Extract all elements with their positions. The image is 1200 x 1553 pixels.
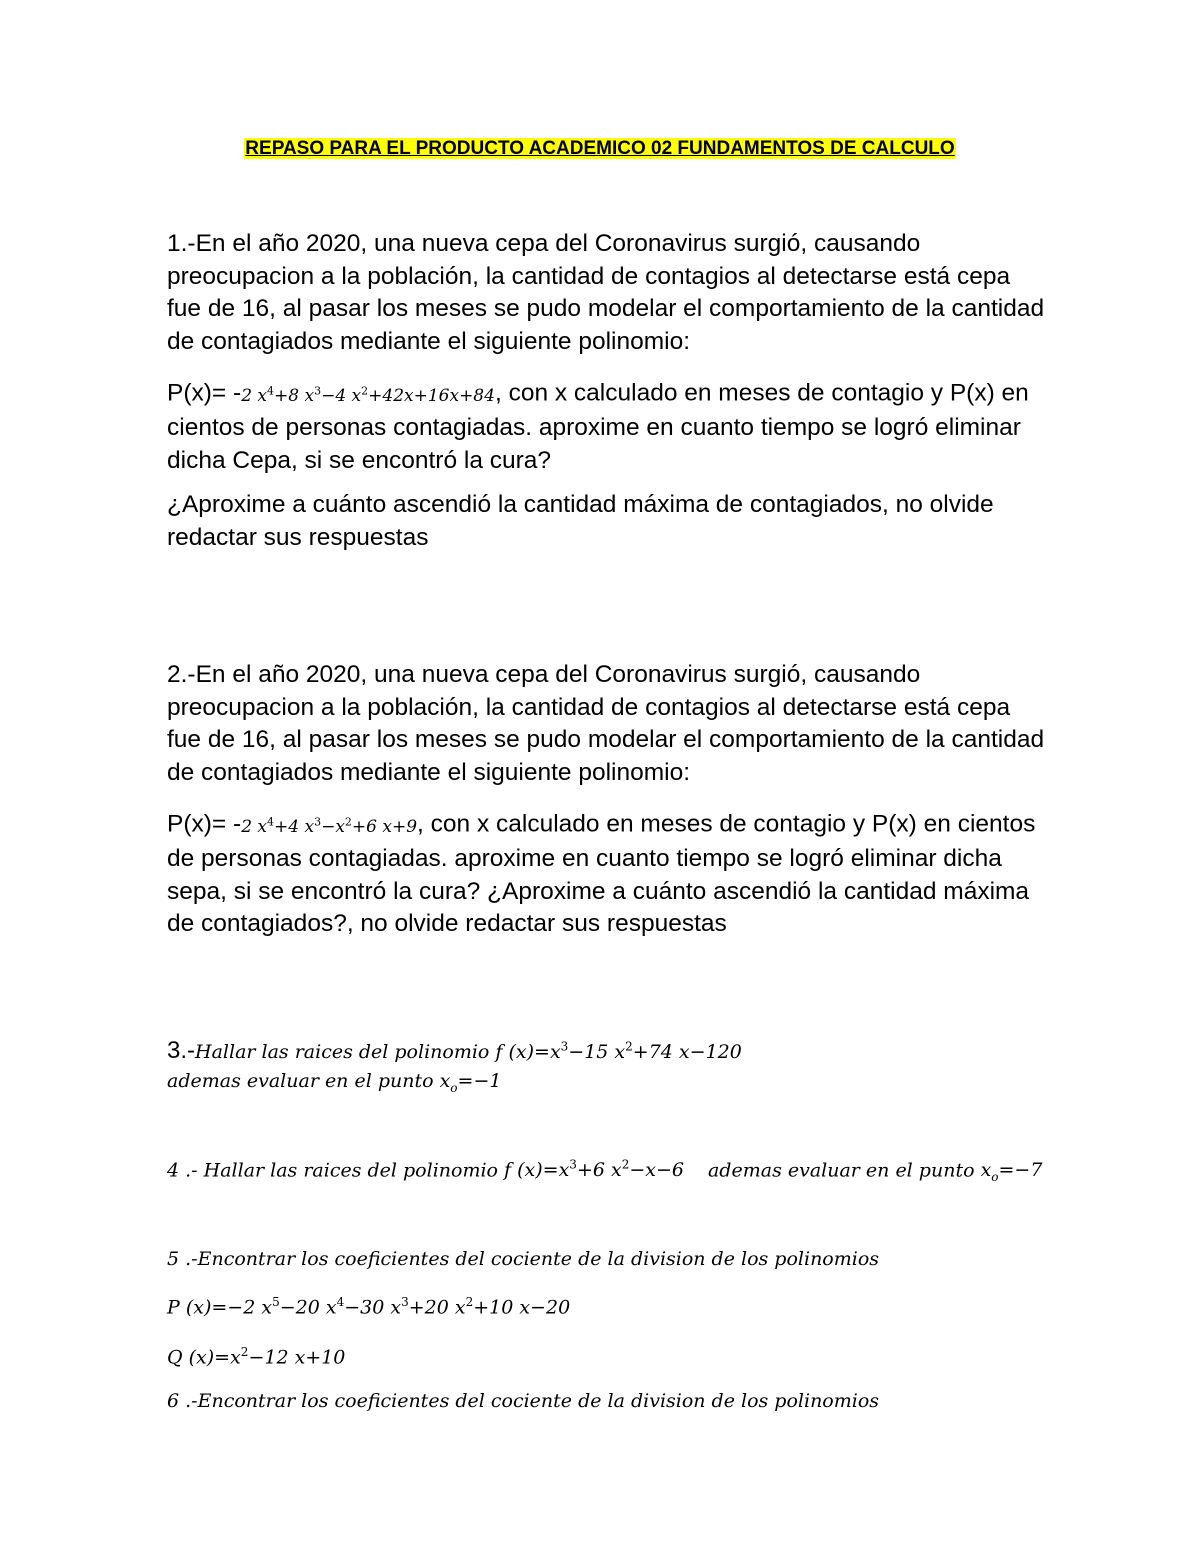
q4-text: Hallar las raices del polinomio <box>203 1159 505 1182</box>
document-title: REPASO PARA EL PRODUCTO ACADEMICO 02 FUNDAMENTOS DE CALCULO <box>245 138 955 159</box>
q4-number: 4 .- <box>167 1159 204 1182</box>
q5-number: 5 .- <box>167 1248 198 1270</box>
question-1-intro: 1.-En el año 2020, una nueva cepa del Coronavirus surgió, causando preocupacion a la población, la cantidad de contagios al detectarse está cepa fue de 16, al pasar los meses se pudo modelar el comportamiento de la cantidad de contagiados mediante el siguiente polinomio: <box>167 230 1045 355</box>
question-6-line <box>167 1390 879 1412</box>
question-3-line-1 <box>167 1037 742 1065</box>
q5-polynomial-q: Q $(x)=x^2-12$ x+10 <box>167 1345 346 1369</box>
q4-text2: ademas evaluar en el punto <box>707 1159 981 1182</box>
q4-point: $x_o=-7$ <box>980 1159 1043 1185</box>
q3-point: $x_o=-1$ <box>439 1070 502 1095</box>
question-1-question: ¿Aproxime a cuánto ascendió la cantidad máxima de contagiados, no olvide redactar sus respuestas <box>167 491 994 551</box>
question-5-line <box>167 1248 879 1270</box>
q6-text: Encontrar los coeficientes del cociente de la division de los polinomios <box>197 1390 880 1412</box>
q1-p-label: P(x)= <box>167 379 234 407</box>
q2-polynomial-formula: 2 $x^4+4$ $x^3-x^2+6$ x+9 <box>241 815 418 837</box>
q2-p-label: P(x)= <box>167 810 234 838</box>
q3-text: Hallar las raices del polinomio <box>195 1041 496 1063</box>
q5-polynomial-p: P (x)=−2 $x^5-20$ $x^4-30$ $x^3+20$ $x^2+10$ x−20 <box>167 1295 571 1319</box>
q1-polynomial-formula: 2 $x^4+8$ $x^3-4$ $x^2+42x+16x+84$ <box>241 384 495 406</box>
q2-after-formula: , con x calculado en meses de contagio y P(x) en cientos de personas contagiadas. aproxime en cuanto tiempo se logró eliminar dicha sepa, si se encontró la cura? ¿Aproxime a cuánto ascendió la cantidad máxima de contagiados?, no olvide redactar sus respuestas <box>167 810 1036 938</box>
q5-text: Encontrar los coeficientes del cociente de la division de los polinomios <box>197 1248 880 1270</box>
question-1-formula-paragraph <box>167 375 1047 477</box>
q3-number: 3.- <box>167 1037 196 1064</box>
question-4-line <box>167 1158 1042 1184</box>
question-2-formula-paragraph <box>167 806 1047 941</box>
q1-after-formula: , con x calculado en meses de contagio y P(x) en cientos de personas contagiadas. aproxime en cuanto tiempo se logró eliminar dicha Cepa, si se encontró la cura? <box>167 379 1029 474</box>
q2-formula-minus: - <box>233 810 242 838</box>
q3-text2: ademas evaluar en el punto <box>167 1070 440 1092</box>
question-2-intro: 2.-En el año 2020, una nueva cepa del Coronavirus surgió, causando preocupacion a la población, la cantidad de contagios al detectarse está cepa fue de 16, al pasar los meses se pudo modelar el comportamiento de la cantidad de contagiados mediante el siguiente polinomio: <box>167 661 1045 786</box>
q4-function: f $(x)=x^3+6$ $x^2-x-6$ <box>504 1158 684 1182</box>
q3-function: f $(x)=x^3-15$ $x^2+74$ x−120 <box>495 1039 742 1063</box>
question-3-line-2 <box>167 1070 501 1095</box>
q1-formula-minus: - <box>233 379 242 407</box>
q6-number: 6 .- <box>167 1390 198 1412</box>
